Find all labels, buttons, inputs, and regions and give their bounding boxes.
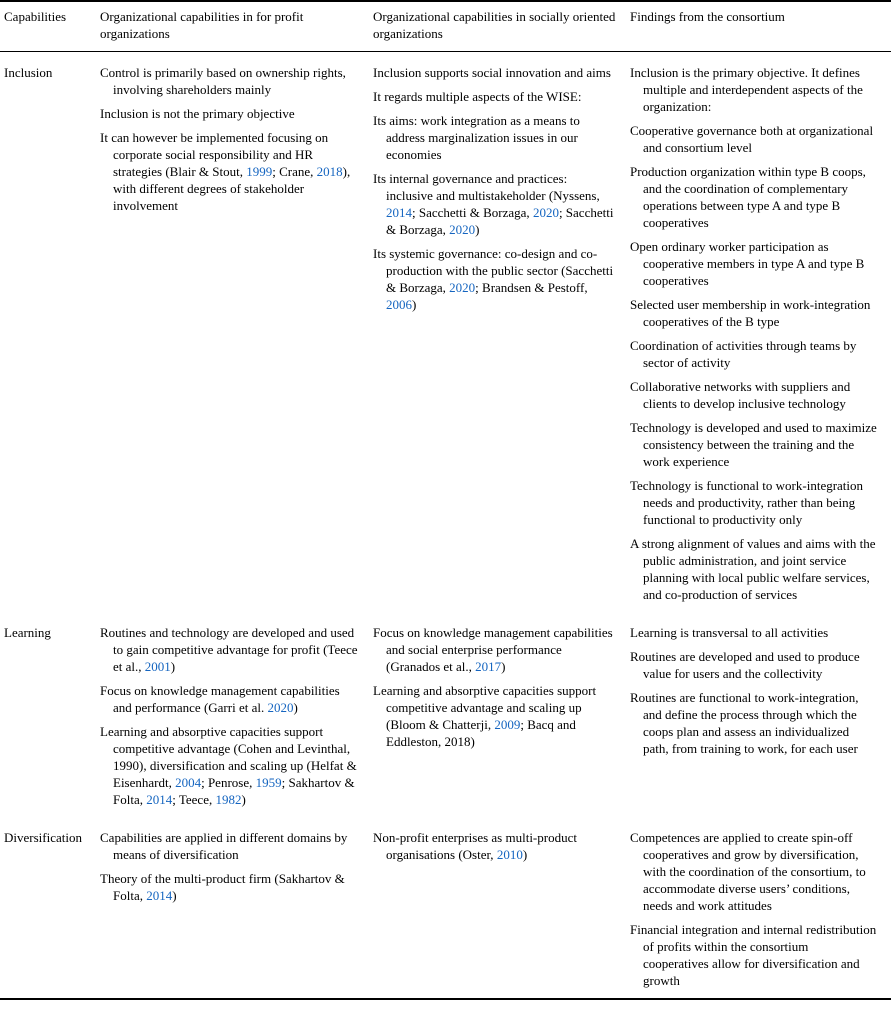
cell-paragraph: Financial integration and internal redistribution of profits within the consortium cooperatives allow for diversification and growth — [630, 922, 877, 988]
capability-label-diversification — [0, 817, 100, 999]
cell-for-profit-inclusion — [100, 52, 373, 613]
cell-findings-diversification — [630, 817, 891, 999]
cell-paragraph: It can however be implemented focusing on corporate social responsibility and HR strategies (Blair & Stout, 1999; Crane, 2018), with different degrees of stakeholder involvement — [100, 130, 351, 213]
cell-paragraph: Learning and absorptive capacities support competitive advantage (Cohen and Levinthal, 1990), diversification and scaling up (Helfat & Eisenhardt, 2004; Penrose, 1959; Sakhartov & Folta, 2014; Teece, 1982) — [100, 724, 357, 807]
cell-paragraph: Its systemic governance: co-design and co-production with the public sector (Sacchetti & Borzaga, 2020; Brandsen & Pestoff, 2006) — [373, 246, 614, 312]
cell-paragraph: Collaborative networks with suppliers and clients to develop inclusive technology — [630, 379, 851, 411]
cell-paragraph: Inclusion — [4, 65, 53, 80]
citation-year-link[interactable]: 2006 — [386, 297, 412, 312]
citation-year-link[interactable]: 2020 — [532, 205, 559, 220]
cell-paragraph: It regards multiple aspects of the WISE: — [373, 89, 582, 104]
cell-paragraph: Inclusion is the primary objective. It defines multiple and interdependent aspects of the organization: — [630, 65, 863, 114]
table-row-diversification — [0, 817, 891, 999]
cell-socially-oriented-diversification — [373, 817, 630, 999]
citation-year-link[interactable]: 2018 — [316, 164, 343, 179]
cell-paragraph: Its internal governance and practices: inclusive and multistakeholder (Nyssens, 2014; Sacchetti & Borzaga, 2020; Sacchetti & Borzaga, 2020) — [373, 171, 614, 237]
cell-paragraph: Routines and technology are developed and used to gain competitive advantage for profit (Teece et al., 2001) — [100, 625, 358, 674]
cell-for-profit-learning — [100, 612, 373, 817]
cell-paragraph: Routines are developed and used to produce value for users and the collectivity — [630, 649, 860, 681]
cell-paragraph: Focus on knowledge management capabilities and performance (Garri et al. 2020) — [100, 683, 340, 715]
cell-paragraph: Learning — [4, 625, 51, 640]
cell-paragraph: Coordination of activities through teams by sector of activity — [630, 338, 857, 370]
cell-findings-inclusion — [630, 52, 891, 613]
citation-year-link[interactable]: 1959 — [255, 775, 282, 790]
cell-findings-learning — [630, 612, 891, 817]
cell-paragraph: Open ordinary worker participation as cooperative members in type A and type B cooperatives — [630, 239, 865, 288]
capability-label-inclusion — [0, 52, 100, 613]
cell-paragraph: Non-profit enterprises as multi-product organisations (Oster, 2010) — [373, 830, 577, 862]
cell-paragraph: Control is primarily based on ownership rights, involving shareholders mainly — [100, 65, 346, 97]
cell-for-profit-diversification — [100, 817, 373, 999]
cell-paragraph: Competences are applied to create spin-off cooperatives and grow by diversification, with the coordination of the consortium, to accommodate diverse users’ conditions, needs and work attitudes — [630, 830, 866, 913]
citation-year-link[interactable]: 2014 — [146, 792, 173, 807]
citation-year-link[interactable]: 2020 — [449, 222, 476, 237]
header-findings: Findings from the consortium — [630, 1, 891, 52]
citation-year-link[interactable]: 2004 — [175, 775, 202, 790]
citation-year-link[interactable]: 2014 — [386, 205, 412, 220]
table-row-learning — [0, 612, 891, 817]
table-body — [0, 52, 891, 1000]
citation-year-link[interactable]: 1999 — [246, 164, 273, 179]
cell-paragraph: Inclusion supports social innovation and aims — [373, 65, 611, 80]
citation-year-link[interactable]: 2020 — [267, 700, 294, 715]
cell-paragraph: Capabilities are applied in different domains by means of diversification — [100, 830, 348, 862]
table-row-inclusion — [0, 52, 891, 613]
cell-paragraph: Learning is transversal to all activities — [630, 625, 829, 640]
cell-socially-oriented-learning — [373, 612, 630, 817]
cell-paragraph: Learning and absorptive capacities support competitive advantage and scaling up (Bloom & Chatterji, 2009; Bacq and Eddleston, 2018) — [373, 683, 597, 749]
citation-year-link[interactable]: 1982 — [215, 792, 242, 807]
citation-year-link[interactable]: 2009 — [494, 717, 521, 732]
header-capabilities: Capabilities — [0, 1, 100, 52]
cell-paragraph: Technology is functional to work-integration needs and productivity, rather than being functional to productivity only — [630, 478, 864, 527]
citation-year-link[interactable]: 2010 — [496, 847, 523, 862]
table-header — [0, 1, 891, 52]
capability-label-learning — [0, 612, 100, 817]
cell-paragraph: A strong alignment of values and aims with the public administration, and joint service planning with local public welfare services, and co-production of services — [630, 536, 876, 602]
header-row — [0, 1, 891, 52]
cell-paragraph: Focus on knowledge management capabilities and social enterprise performance (Granados et al., 2017) — [373, 625, 613, 674]
cell-paragraph: Production organization within type B coops, and the coordination of complementary operations between type A and type B cooperatives — [630, 164, 866, 230]
cell-paragraph: Routines are functional to work-integration, and define the process through which the coops plan and assess an individualized path, from training to work, for each user — [630, 690, 859, 756]
cell-paragraph: Theory of the multi-product firm (Sakhartov & Folta, 2014) — [100, 871, 345, 903]
cell-paragraph: Inclusion is not the primary objective — [100, 106, 295, 121]
cell-paragraph: Its aims: work integration as a means to address marginalization issues in our economies — [373, 113, 580, 162]
cell-paragraph: Diversification — [4, 830, 82, 845]
header-for-profit: Organizational capabilities in for profit organizations — [100, 1, 373, 52]
citation-year-link[interactable]: 2001 — [144, 659, 171, 674]
cell-paragraph: Selected user membership in work-integration cooperatives of the B type — [630, 297, 871, 329]
citation-year-link[interactable]: 2020 — [449, 280, 476, 295]
citation-year-link[interactable]: 2017 — [475, 659, 502, 674]
header-socially-oriented: Organizational capabilities in socially oriented organizations — [373, 1, 630, 52]
citation-year-link[interactable]: 2014 — [146, 888, 173, 903]
cell-paragraph: Cooperative governance both at organizational and consortium level — [630, 123, 874, 155]
cell-paragraph: Technology is developed and used to maximize consistency between the training and the work experience — [630, 420, 877, 469]
cell-socially-oriented-inclusion — [373, 52, 630, 613]
